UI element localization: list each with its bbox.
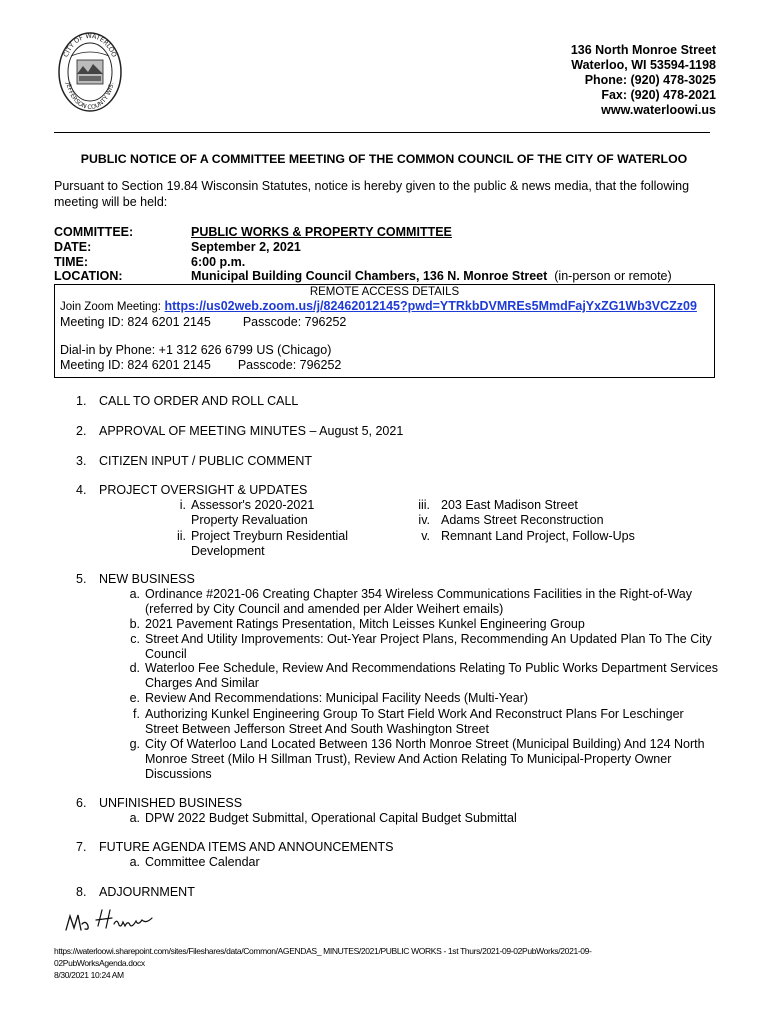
subitem-marker: b. [129,617,140,631]
street-address: 136 North Monroe Street [570,43,716,57]
city-address-block [571,43,716,118]
footer-path-line-2: 02PubWorksAgenda.docx [54,958,145,968]
subitem-marker: f. [133,707,140,721]
item-text: PROJECT OVERSIGHT & UPDATES [99,483,308,497]
item-number: 6. [76,796,87,810]
subitem-text: Assessor's 2020-2021 Property Revaluation [191,498,315,527]
subitem-text: Project Treyburn Residential Development [191,529,349,558]
subitem-text: Authorizing Kunkel Engineering Group To Start Field Work And Reconstruct Plans For Leschinger Street Between Jefferson Street And South Washington Street [145,707,684,736]
item-text: CALL TO ORDER AND ROLL CALL [99,394,299,408]
item-number: 1. [76,394,87,408]
passcode-2: Passcode: 796252 [237,358,342,372]
subitem-text: Waterloo Fee Schedule, Review And Recommendations Relating To Public Works Department Services Charges And Similar [145,661,718,690]
handwritten-signature [62,906,162,936]
city-state-zip: Waterloo, WI 53594-1198 [571,58,716,72]
item-number: 8. [76,885,87,899]
remote-access-box [54,284,715,378]
location-note: (in-person or remote) [554,269,672,283]
subitem-text: Review And Recommendations: Municipal Facility Needs (Multi-Year) [145,691,529,705]
footer-timestamp: 8/30/2021 10:24 AM [54,970,124,980]
subitem-text: Adams Street Reconstruction [441,513,604,527]
remote-access-heading: REMOTE ACCESS DETAILS [309,286,460,298]
committee-value: PUBLIC WORKS & PROPERTY COMMITTEE [191,225,452,239]
location-value [191,269,672,284]
meeting-id-line-2 [60,358,341,373]
date-value: September 2, 2021 [191,240,301,254]
header-divider [54,132,710,133]
subitem-marker: a. [129,811,140,825]
item-text: FUTURE AGENDA ITEMS AND ANNOUNCEMENTS [99,840,394,854]
passcode-1: Passcode: 796252 [242,315,347,329]
subitem-marker: v. [421,529,430,543]
item-number: 2. [76,424,87,438]
subitem-marker: ii. [176,529,186,543]
website[interactable]: www.waterloowi.us [601,103,716,117]
location-text: Municipal Building Council Chambers, 136 N. Monroe Street [191,269,548,283]
phone-number: Phone: (920) 478-3025 [584,73,716,87]
committee-label: COMMITTEE: [54,225,134,239]
location-label: LOCATION: [54,269,123,283]
city-seal-logo [57,30,123,114]
date-label: DATE: [54,240,92,254]
subitem-marker: a. [129,587,140,601]
item-number: 7. [76,840,87,854]
subitem-marker: i. [179,498,186,512]
subitem-text: 203 East Madison Street [441,498,578,512]
subitem-text: 2021 Pavement Ratings Presentation, Mitch Leisses Kunkel Engineering Group [145,617,585,631]
meeting-id-1: Meeting ID: 824 6201 2145 [60,315,211,329]
subitem-marker: d. [129,661,140,675]
item-text: ADJOURNMENT [99,885,195,899]
notice-title: PUBLIC NOTICE OF A COMMITTEE MEETING OF THE COMMON COUNCIL OF THE CITY OF WATERLOO [80,152,688,166]
subitem-text: DPW 2022 Budget Submittal, Operational Capital Budget Submittal [145,811,517,825]
dialin-line: Dial-in by Phone: +1 312 626 6799 US (Chicago) [60,343,332,357]
time-label: TIME: [54,255,89,269]
subitem-marker: iv. [418,513,430,527]
item-number: 5. [76,572,87,586]
item-text: NEW BUSINESS [99,572,195,586]
subitem-text: City Of Waterloo Land Located Between 136 North Monroe Street (Municipal Building) And 124 North Monroe Street (Milo H Sillman Trust), Review And Action Relating To Municipal-Property Owner Discussions [145,737,705,781]
subitem-text: Remnant Land Project, Follow-Ups [441,529,635,543]
zoom-link[interactable]: https://us02web.zoom.us/j/82462012145?pwd=YTRkbDVMREs5MmdFajYxZG1Wb3VCZz09 [164,299,697,313]
meeting-id-2: Meeting ID: 824 6201 2145 [60,358,211,372]
meeting-id-line-1 [60,315,346,330]
item-text: APPROVAL OF MEETING MINUTES – August 5, 2021 [99,424,404,438]
item-text: CITIZEN INPUT / PUBLIC COMMENT [99,454,312,468]
time-value: 6:00 p.m. [191,255,246,269]
subitem-marker: a. [129,855,140,869]
footer-path-line-1: https://waterloowi.sharepoint.com/sites/Fileshares/data/Common/AGENDAS_ MINUTES/2021/PUBLIC WORKS - 1st Thurs/2021-09-02PubWorks/2021-09- [54,946,592,956]
zoom-line [60,299,697,315]
subitem-marker: g. [129,737,140,751]
subitem-marker: e. [129,691,140,705]
svg-text:JEFFERSON COUNTY WIS.: JEFFERSON COUNTY WIS. [64,81,116,112]
subitem-text: Street And Utility Improvements: Out-Year Project Plans, Recommending An Updated Plan To The City Council [145,632,712,661]
fax-number: Fax: (920) 478-2021 [601,88,716,102]
intro-paragraph: Pursuant to Section 19.84 Wisconsin Statutes, notice is hereby given to the public & news media, that the following meeting will be held: [54,179,690,209]
subitem-text: Committee Calendar [145,855,260,869]
item-number: 3. [76,454,87,468]
svg-text:CITY OF WATERLOO: CITY OF WATERLOO [61,31,119,59]
item-text: UNFINISHED BUSINESS [99,796,243,810]
zoom-label: Join Zoom Meeting: [60,301,161,313]
document-path-footer [54,945,592,981]
subitem-marker: c. [130,632,140,646]
item-number: 4. [76,483,87,497]
subitem-marker: iii. [418,498,430,512]
subitem-text: Ordinance #2021-06 Creating Chapter 354 Wireless Communications Facilities in the Right-of-Way (referred by City Council and amended per Alder Weihert emails) [145,587,693,616]
